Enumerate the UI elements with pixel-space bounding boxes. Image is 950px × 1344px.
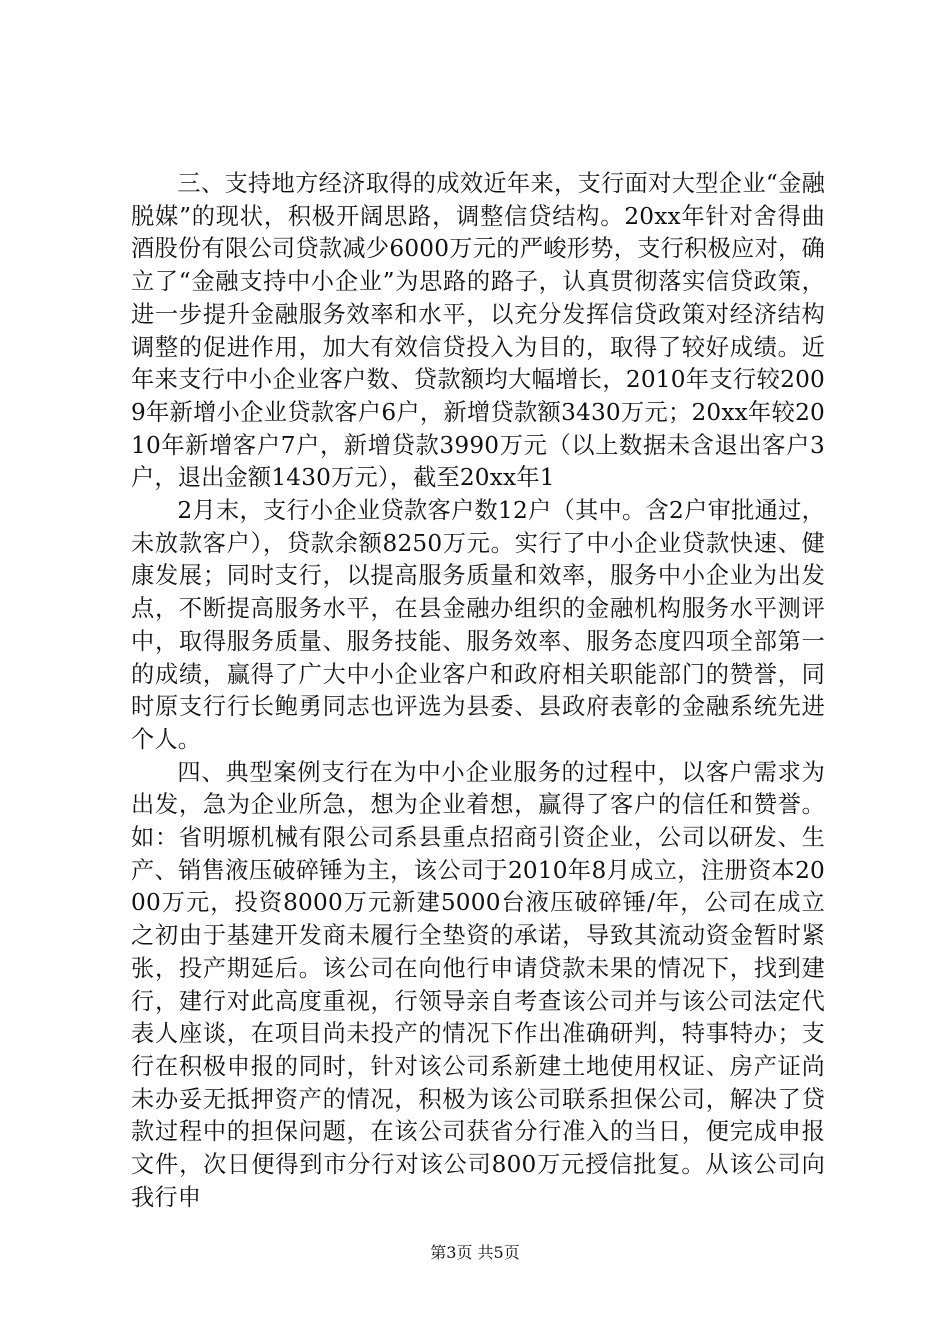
paragraph-achievements: 三、支持地方经济取得的成效近年来，支行面对大型企业“金融脱媒”的现状，积极开阔思路，调整信贷结构。20xx年针对舍得曲酒股份有限公司贷款减少6000万元的严峻形势，支行积极应对，确立了“金融支持中小企业”为思路的路子，认真贯彻落实信贷政策，进一步提升金融服务效率和水平，以充分发挥信贷政策对经济结构调整的促进作用，加大有效信贷投入为目的，取得了较好成绩。近年来支行中小企业客户数、贷款额均大幅增长，2010年支行较2009年新增小企业贷款客户6户，新增贷款额3430万元；20xx年较2010年新增客户7户，新增贷款3990万元（以上数据未含退出客户3户，退出金额1430万元），截至20xx年1 (131, 170, 825, 492)
document-body (131, 168, 825, 1215)
paragraph-typical-case: 四、典型案例支行在为中小企业服务的过程中，以客户需求为出发，急为企业所急，想为企业着想，赢得了客户的信任和赞誉。如：省明塬机械有限公司系县重点招商引资企业，公司以研发、生产、销售液压破碎锤为主，该公司于2010年8月成立，注册资本2000万元，投资8000万元新建5000台液压破碎锤/年，公司在成立之初由于基建开发商未履行全垫资的承诺，导致其流动资金暂时紧张，投产期延后。该公司在向他行申请贷款未果的情况下，找到建行，建行对此高度重视，行领导亲自考查该公司并与该公司法定代表人座谈，在项目尚未投产的情况下作出准确研判，特事特办；支行在积极申报的同时，针对该公司系新建土地使用权证、房产证尚未办妥无抵押资产的情况，积极为该公司联系担保公司，解决了贷款过程中的担保问题，在该公司获省分行准入的当日，便完成申报文件，次日便得到市分行对该公司800万元授信批复。从该公司向我行申 (131, 758, 825, 1211)
page-number-footer: 第3页 共5页 (430, 1243, 520, 1262)
paragraph-small-business-loans: 2月末，支行小企业贷款客户数12户（其中。含2户审批通过，未放款客户），贷款余额8250万元。实行了中小企业贷款快速、健康发展；同时支行，以提高服务质量和效率，服务中小企业为出发点，不断提高服务水平，在县金融办组织的金融机构服务水平测评中，取得服务质量、服务技能、服务效率、服务态度四项全部第一的成绩，赢得了广大中小企业客户和政府相关职能部门的赞誉，同时原支行行长鲍勇同志也评选为县委、县政府表彰的金融系统先进个人。 (131, 497, 825, 753)
